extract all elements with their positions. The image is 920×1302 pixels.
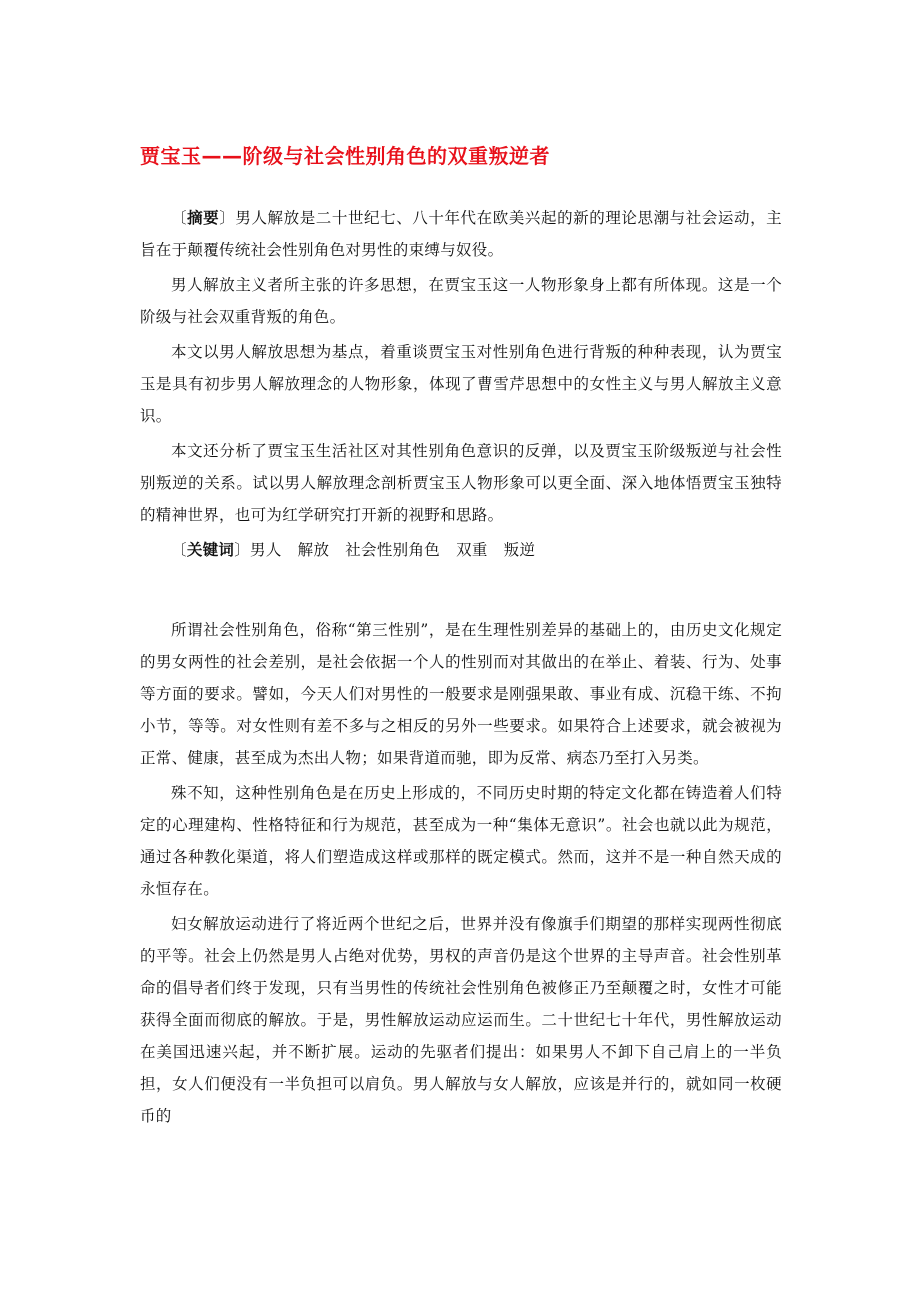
abstract-paragraph-4: 本文还分析了贾宝玉生活社区对其性别角色意识的反弹，以及贾宝玉阶级叛逆与社会性别叛逆的关系。试以男人解放理念剖析贾宝玉人物形象可以更全面、深入地体悟贾宝玉独特的精神世界，也可为红学研究打开新的视野和思路。 <box>140 442 782 524</box>
section-gap <box>140 566 782 614</box>
keyword-item: 男人 <box>250 541 282 559</box>
abstract-bracket-close: 〕 <box>219 209 236 227</box>
body-paragraph-3: 妇女解放运动进行了将近两个世纪之后，世界并没有像旗手们期望的那样实现两性彻底的平等。社会上仍然是男人占绝对优势，男权的声音仍是这个世界的主导声音。社会性别革命的倡导者们终于发现，只有当男性的传统社会性别角色被修正乃至颠覆之时，女性才可能获得全面而彻底的解放。于是，男性解放运动应运而生。二十世纪七十年代，男性解放运动在美国迅速兴起，并不断扩展。运动的先驱者们提出：如果男人不卸下自己肩上的一半负担，女人们便没有一半负担可以肩负。男人解放与女人解放，应该是并行的，就如同一枚硬币的 <box>140 915 782 1125</box>
keywords-bracket-close: 〕 <box>234 541 251 559</box>
keywords-label: 关键词 <box>186 541 235 559</box>
document-page <box>140 140 782 1132</box>
abstract-paragraph-2: 男人解放主义者所主张的许多思想，在贾宝玉这一人物形象身上都有所体现。这是一个阶级与社会双重背叛的角色。 <box>140 276 782 326</box>
body-paragraph-1: 所谓社会性别角色，俗称“第三性别”，是在生理性别差异的基础上的，由历史文化规定的男女两性的社会差别，是社会依据一个人的性别而对其做出的在举止、着装、行为、处事等方面的要求。譬如，今天人们对男性的一般要求是刚强果敢、事业有成、沉稳干练、不拘小节，等等。对女性则有差不多与之相反的另外一些要求。如果符合上述要求，就会被视为正常、健康，甚至成为杰出人物；如果背道而驰，即为反常、病态乃至打入另类。 <box>140 621 782 767</box>
abstract-paragraph-1 <box>140 202 782 266</box>
abstract-label: 摘要 <box>187 209 220 227</box>
keywords-bracket-open: 〔 <box>171 541 187 559</box>
abstract-paragraph-3: 本文以男人解放思想为基点，着重谈贾宝玉对性别角色进行背叛的种种表现，认为贾宝玉是具有初步男人解放理念的人物形象，体现了曹雪芹思想中的女性主义与男人解放主义意识。 <box>140 343 782 425</box>
keyword-item: 双重 <box>456 541 488 559</box>
body-paragraph-2: 殊不知，这种性别角色是在历史上形成的，不同历史时期的特定文化都在铸造着人们特定的心理建构、性格特征和行为规范，甚至成为一种“集体无意识”。社会也就以此为规范，通过各种教化渠道，将人们塑造成这样或那样的既定模式。然而，这并不是一种自然天成的永恒存在。 <box>140 784 782 898</box>
document-title: 贾宝玉——阶级与社会性别角色的双重叛逆者 <box>140 144 550 168</box>
keywords-line <box>140 534 782 566</box>
abstract-bracket-open: 〔 <box>171 209 188 227</box>
keyword-item: 叛逆 <box>503 541 536 559</box>
abstract-text-1: 男人解放是二十世纪七、八十年代在欧美兴起的新的理论思潮与社会运动，主旨在于颠覆传统社会性别角色对男性的束缚与奴役。 <box>140 209 782 259</box>
keyword-item: 解放 <box>297 541 330 559</box>
keyword-item: 社会性别角色 <box>345 541 441 559</box>
